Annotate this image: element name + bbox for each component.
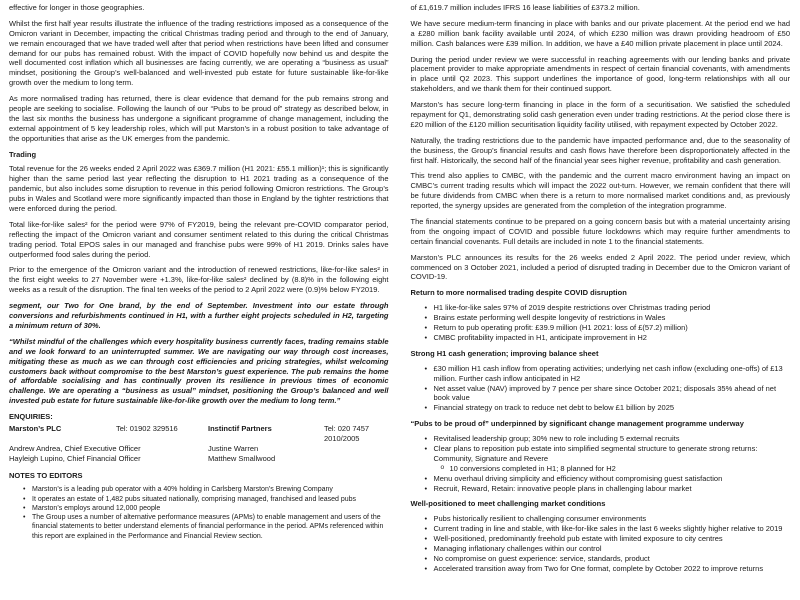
bullet-item: • Revitalised leadership group; 30% new to role including 5 external recruits bbox=[425, 434, 791, 444]
bullet-item: • Financial strategy on track to reduce net debt to below £1 billion by 2025 bbox=[425, 403, 791, 413]
sub-bullet-item: o 10 conversions completed in H1; 8 planned for H2 bbox=[441, 464, 791, 474]
right-paragraph-1: We have secure medium-term financing in place with banks and our private placement. At the period end we had a £280 million bank facility available until 2024, of which £230 million was drawn providing headroom of £50 million. Cash balances were £39 million. In addition, we have a £40 million private placement in place until 2024. bbox=[410, 18, 790, 48]
enquiries-person-1: Andrew Andrea, Chief Executive Officer bbox=[9, 443, 141, 453]
ceo-quote-paragraph: “Whilst mindful of the challenges which every hospitality business currently faces, trading remains stable and we look forward to an uninterrupted summer. We are navigating our way through cost increases, mitigating these as much as we can through cost efficiencies and pricing strategies, whilst welcoming customers back without compromise to the best Marston’s guest experience. The pub remains the home of affordable socialising and has continually proven its resilience in previous times of economic challenge. We are operating a “business as usual” mindset, positioning the Group’s balanced and well invested pub estate for future sustainable like-for-like growth over the medium to long term.” bbox=[9, 336, 389, 406]
notes-to-editors-list bbox=[9, 485, 389, 540]
right-paragraph-5: This trend also applies to CMBC, with the pandemic and the current macro environment having an impact on CMBC’s current trading results which will impact the 2022 out-turn. However, we remain confident that there will be future dividends from CMBC when there is a return to more normalised market conditions and, as previously reported, the synergy upsides are generated from the completion of the integration programme. bbox=[410, 171, 790, 211]
bullet-item: • Pubs historically resilient to challenging consumer environments bbox=[425, 514, 791, 524]
enquiries-tel-1: Tel: 01902 329516 bbox=[116, 423, 178, 433]
right-fragment-line: of £1,619.7 million includes IFRS 16 lease liabilities of £373.2 million. bbox=[410, 3, 640, 12]
right-paragraph-2: During the period under review we were successful in reaching agreements with our lending banks and private placement provider to make appropriate amendments in respect of certain financial covenants, with amendments in place until Q2 2023. This support underlines the importance of good, long-term relationships with all our stakeholders, and we thank them for their continued support. bbox=[410, 54, 790, 94]
bullet-item: • Managing inflationary challenges within our control bbox=[425, 544, 791, 554]
left-column bbox=[9, 3, 389, 600]
enquiries-grid bbox=[9, 424, 389, 464]
left-paragraph-2: As more normalised trading has returned, there is clear evidence that demand for the pub remains strong and people are seeking to socialise. Following the launch of our “Pubs to be proud of” strategy as described below, in the last six months the business has undergone a significant programme of change management, including the external appointment of 5 key leadership roles, which will put Marston’s in a robust position to take advantage of the opportunities that arise as the UK emerges from the pandemic. bbox=[9, 94, 389, 143]
highlights-heading-3: “Pubs to be proud of” underpinned by significant change management programme underway bbox=[410, 419, 744, 429]
bullet-item: • Clear plans to reposition pub estate into simplified segmental structure to generate strong returns: Community, Signature and Revere bbox=[425, 444, 791, 464]
right-paragraph-3: Marston’s has secure long-term financing in place in the form of a securitisation. We satisfied the scheduled repayment for Q1, demonstrating solid cash generation even under trading restrictions. At the period close there is £20 million of the £120 million securitisation liquidity facility utilised, with repayment expected by October 2022. bbox=[410, 100, 790, 129]
enquiries-block bbox=[9, 412, 389, 463]
highlights-list-3 bbox=[411, 434, 791, 493]
bullet-item: • CMBC profitability impacted in H1, anticipate improvement in H2 bbox=[425, 333, 791, 343]
enquiries-person-2: Hayleigh Lupino, Chief Financial Officer bbox=[9, 453, 141, 463]
highlights-list-1 bbox=[411, 303, 791, 343]
highlights-heading-1: Return to more normalised trading despite COVID disruption bbox=[410, 288, 627, 298]
bullet-item: • Current trading in line and stable, with like-for-like sales in the last 6 weeks slightly higher relative to 2019 bbox=[425, 524, 791, 534]
spacer bbox=[324, 454, 389, 464]
bullet-item: • It operates an estate of 1,482 pubs situated nationally, comprising managed, franchised and leased pubs bbox=[23, 495, 389, 504]
enquiries-tel-2: Tel: 020 7457 2010/2005 bbox=[324, 423, 370, 443]
bullet-item: • No compromise on guest experience: service, standards, product bbox=[425, 554, 791, 564]
enquiries-person-4: Matthew Smallwood bbox=[208, 453, 276, 463]
bullet-item: • Well-positioned, predominantly freehold pub estate with limited exposure to city centres bbox=[425, 534, 791, 544]
right-paragraph-4: Naturally, the trading restrictions due to the pandemic have impacted performance and, due to the seasonality of the business, the Group’s financial results and cash flows have therefore been disproportionately affected in the first half. Historically, the second half of the financial year sees higher revenue, profitability and cash generation. bbox=[410, 135, 790, 165]
left-paragraph-6-bold: segment, our Two for One brand, by the end of September. Investment into our estate through conversions and refurbishments continued in H1, with a further eight projects scheduled in H2, targeting a minimum return of 30%. bbox=[9, 301, 389, 330]
bullet-item: • H1 like-for-like sales 97% of 2019 despite restrictions over Christmas trading period bbox=[425, 303, 791, 313]
enquiries-person-3: Justine Warren bbox=[208, 443, 259, 453]
enquiries-company-1: Marston’s PLC bbox=[9, 423, 62, 433]
right-paragraph-6: The financial statements continue to be prepared on a going concern basis but with a material uncertainty arising from the ongoing impact of COVID and possible future lockdowns which may require further amendments to certain financial covenants. Full details are included in note 1 to the financial statements. bbox=[410, 217, 790, 246]
bullet-item: • Marston’s is a leading pub operator with a 40% holding in Carlsberg Marston’s Brewing Company bbox=[23, 485, 389, 494]
spacer bbox=[324, 444, 389, 454]
bullet-item: • Brains estate performing well despite longevity of restrictions in Wales bbox=[425, 313, 791, 323]
bullet-item: • £30 million H1 cash inflow from operating activities; underlying net cash inflow (excluding one-offs) of £13 million. Further cash inflow anticipated in H2 bbox=[425, 364, 791, 384]
highlights-list-2 bbox=[411, 364, 791, 413]
left-paragraph-4: Total like-for-like sales² for the period were 97% of FY2019, being the relevant pre-COVID comparator period, reflecting the impact of the Omicron variant and consumer sentiment related to this during the critical Christmas trading period. Total EPOS sales in our managed and franchise pubs were 99% of H1 2019. Drinks sales have outperformed food sales during the period. bbox=[9, 219, 389, 259]
bullet-item: • Net asset value (NAV) improved by 7 pence per share since October 2021; disposals 35% ahead of net book value bbox=[425, 384, 791, 404]
notes-to-editors-heading: NOTES TO EDITORS bbox=[9, 470, 83, 480]
trading-section-heading: Trading bbox=[9, 149, 37, 159]
bullet-item: • Return to pub operating profit: £39.9 million (H1 2021: loss of £(57.2) million) bbox=[425, 323, 791, 333]
right-column bbox=[411, 3, 791, 600]
left-paragraph-1: Whilst the first half year results illustrate the influence of the trading restrictions imposed as a consequence of the Omicron variant in December, impacting the critical Christmas trading period and through to the end of January, we remain encouraged that we have traded well after that period when restrictions have been lifted and consumer demand for our pubs has remained robust. With the impact of COVID hopefully now behind us and despite the well documented cost inflation which all businesses are facing currently, we are operating a “business as usual” mindset, positioning the Group’s well-balanced and well-invested pub estate for future sustainable like-for-like growth over the medium to long term. bbox=[9, 18, 389, 88]
left-paragraph-3: Total revenue for the 26 weeks ended 2 April 2022 was £369.7 million (H1 2021: £55.1 million)¹; this is significantly higher than the same period last year reflecting the disruption to H1 2021 trading as a consequence of the pandemic, but also includes some disruption to revenue in this period following Omicron restrictions. The Group’s pubs in Wales and Scotland were more significantly impacted than those in England by the tighter restrictions that were enforced during the period. bbox=[9, 164, 389, 214]
left-fragment-line: effective for longer in those geographies. bbox=[9, 3, 145, 12]
bullet-item: • The Group uses a number of alternative performance measures (APMs) to enable management and users of the financial statements to better understand elements of financial performance in the period. APMs referenced within this report are explained in the Performance and Financial Review section. bbox=[23, 513, 389, 541]
highlights-heading-2: Strong H1 cash generation; improving balance sheet bbox=[410, 348, 599, 358]
bullet-item: • Accelerated transition away from Two for One format, complete by October 2022 to improve returns bbox=[425, 564, 791, 574]
highlights-heading-4: Well-positioned to meet challenging market conditions bbox=[410, 499, 606, 509]
highlights-list-4 bbox=[411, 514, 791, 573]
enquiries-company-2: Instinctif Partners bbox=[208, 423, 272, 433]
bullet-item: • Marston’s employs around 12,000 people bbox=[23, 504, 389, 513]
results-intro-paragraph: Marston’s PLC announces its results for the 26 weeks ended 2 April 2022. The period under review, which commenced on 3 October 2021, included a period of disrupted trading in December due to the Omicron variant of COVID-19. bbox=[410, 252, 790, 282]
enquiries-label: ENQUIRIES: bbox=[9, 412, 53, 422]
bullet-item: • Menu overhaul driving simplicity and efficiency without compromising guest satisfaction bbox=[425, 474, 791, 484]
left-paragraph-5: Prior to the emergence of the Omicron variant and the introduction of renewed restrictions, like-for-like sales² in the first eight weeks to 27 November were +1.3%, like-for-like sales² declined by (8.8)% in the following eight weeks as a result of the disruption. The final ten weeks of the period to 2 April 2022 were (0.9)% below FY2019. bbox=[9, 265, 389, 295]
bullet-item: • Recruit, Reward, Retain: innovative people plans in challenging labour market bbox=[425, 484, 791, 494]
